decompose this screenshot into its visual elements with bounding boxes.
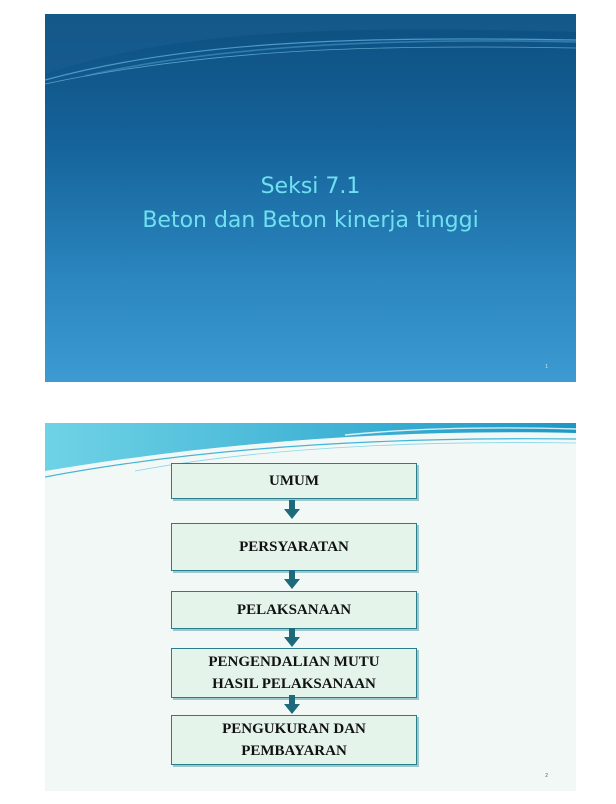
flow-step-pelaksanaan: PELAKSANAAN (171, 591, 417, 629)
flow-step-persyaratan: PERSYARATAN (171, 523, 417, 571)
slide-title-line-2: Beton dan Beton kinerja tinggi (142, 208, 479, 233)
slide-title-line-1: Seksi 7.1 (260, 174, 361, 199)
flow-step-umum: UMUM (171, 463, 417, 499)
slide-number: 1 (545, 364, 548, 370)
down-arrow-icon (283, 570, 301, 590)
title-slide (45, 14, 576, 382)
down-arrow-icon (283, 695, 301, 715)
slide-number: 2 (545, 773, 548, 779)
wave-decoration (45, 14, 576, 94)
down-arrow-icon (283, 628, 301, 648)
down-arrow-icon (283, 500, 301, 520)
flow-step-pengendalian-mutu: PENGENDALIAN MUTU HASIL PELAKSANAAN (171, 648, 417, 698)
flow-step-pengukuran: PENGUKURAN DAN PEMBAYARAN (171, 715, 417, 765)
flow-slide (45, 423, 576, 791)
